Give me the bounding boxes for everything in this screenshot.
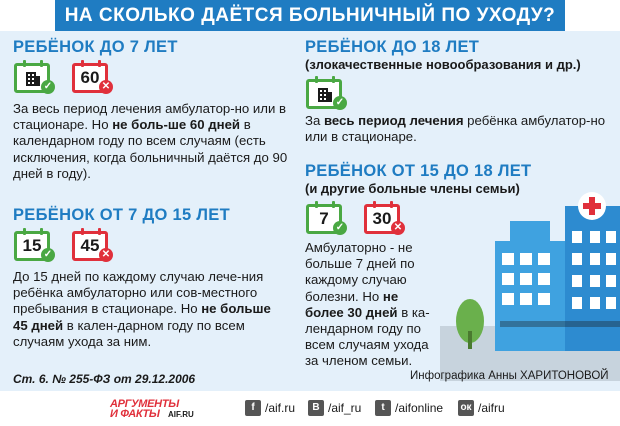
main-panel: [0, 31, 620, 391]
calendar-30-icon: 30: [364, 204, 400, 234]
text-7-to-15: До 15 дней по каждому случаю лече-ния ребёнка амбулаторно или сов-местного пребывания в стационаре. Но не больше 45 дней в кален-дарном году по всем случаям ухода за ним.: [13, 269, 271, 349]
cross-icon: ✕: [99, 248, 113, 262]
heading-under-18: РЕБЁНОК ДО 18 ЛЕТ: [305, 38, 480, 56]
page-title: НА СКОЛЬКО ДАЁТСЯ БОЛЬНИЧНЫЙ ПО УХОДУ?: [55, 0, 565, 31]
twitter-icon: t: [375, 400, 391, 416]
text-under-7: За весь период лечения амбулатор-но или в стационаре. Но не боль-ше 60 дней в календарном году по всем случаям (есть исключения, когда больничный даётся до 90 дней в году).: [13, 101, 288, 181]
aif-logo[interactable]: АРГУМЕНТЫ И ФАКТЫ AIF.RU: [110, 398, 194, 420]
odnoklassniki-icon: ок: [458, 400, 474, 416]
check-icon: ✓: [333, 96, 347, 110]
heading-15-to-18: РЕБЁНОК ОТ 15 ДО 18 ЛЕТ: [305, 162, 532, 180]
calendar-60-icon: 60: [72, 63, 108, 93]
header: [0, 0, 620, 34]
facebook-link[interactable]: f /aif.ru: [245, 400, 295, 416]
subheading-under-18: (злокачественные новообразования и др.): [305, 57, 581, 72]
law-reference: Ст. 6. № 255-ФЗ от 29.12.2006: [13, 372, 196, 386]
cross-icon: ✕: [99, 80, 113, 94]
calendar-15-icon: 15: [14, 231, 50, 261]
vk-icon: В: [308, 400, 324, 416]
heading-7-to-15: РЕБЁНОК ОТ 7 ДО 15 ЛЕТ: [13, 206, 230, 224]
text-15-to-18: Амбулаторно - не больше 7 дней по каждому случаю болезни. Но не более 30 дней в ка-лендарном году по всем случаям ухода за членом семьи.: [305, 240, 430, 369]
vk-link[interactable]: В /aif_ru: [308, 400, 361, 416]
twitter-link[interactable]: t /aifonline: [375, 400, 443, 416]
hospital-illustration: [440, 181, 620, 381]
odnoklassniki-link[interactable]: ок /aifru: [458, 400, 505, 416]
text-under-18: За весь период лечения ребёнка амбулатор-но или в стационаре.: [305, 113, 606, 145]
calendar-7-icon: 7: [306, 204, 342, 234]
facebook-icon: f: [245, 400, 261, 416]
author-credit: Инфографика Анны ХАРИТОНОВОЙ: [410, 370, 609, 382]
calendar-45-icon: 45: [72, 231, 108, 261]
check-icon: ✓: [41, 248, 55, 262]
subheading-15-to-18: (и другие больные члены семьи): [305, 181, 520, 196]
check-icon: ✓: [41, 80, 55, 94]
heading-under-7: РЕБЁНОК ДО 7 ЛЕТ: [13, 38, 178, 56]
cross-icon: ✕: [391, 221, 405, 235]
check-icon: ✓: [333, 221, 347, 235]
